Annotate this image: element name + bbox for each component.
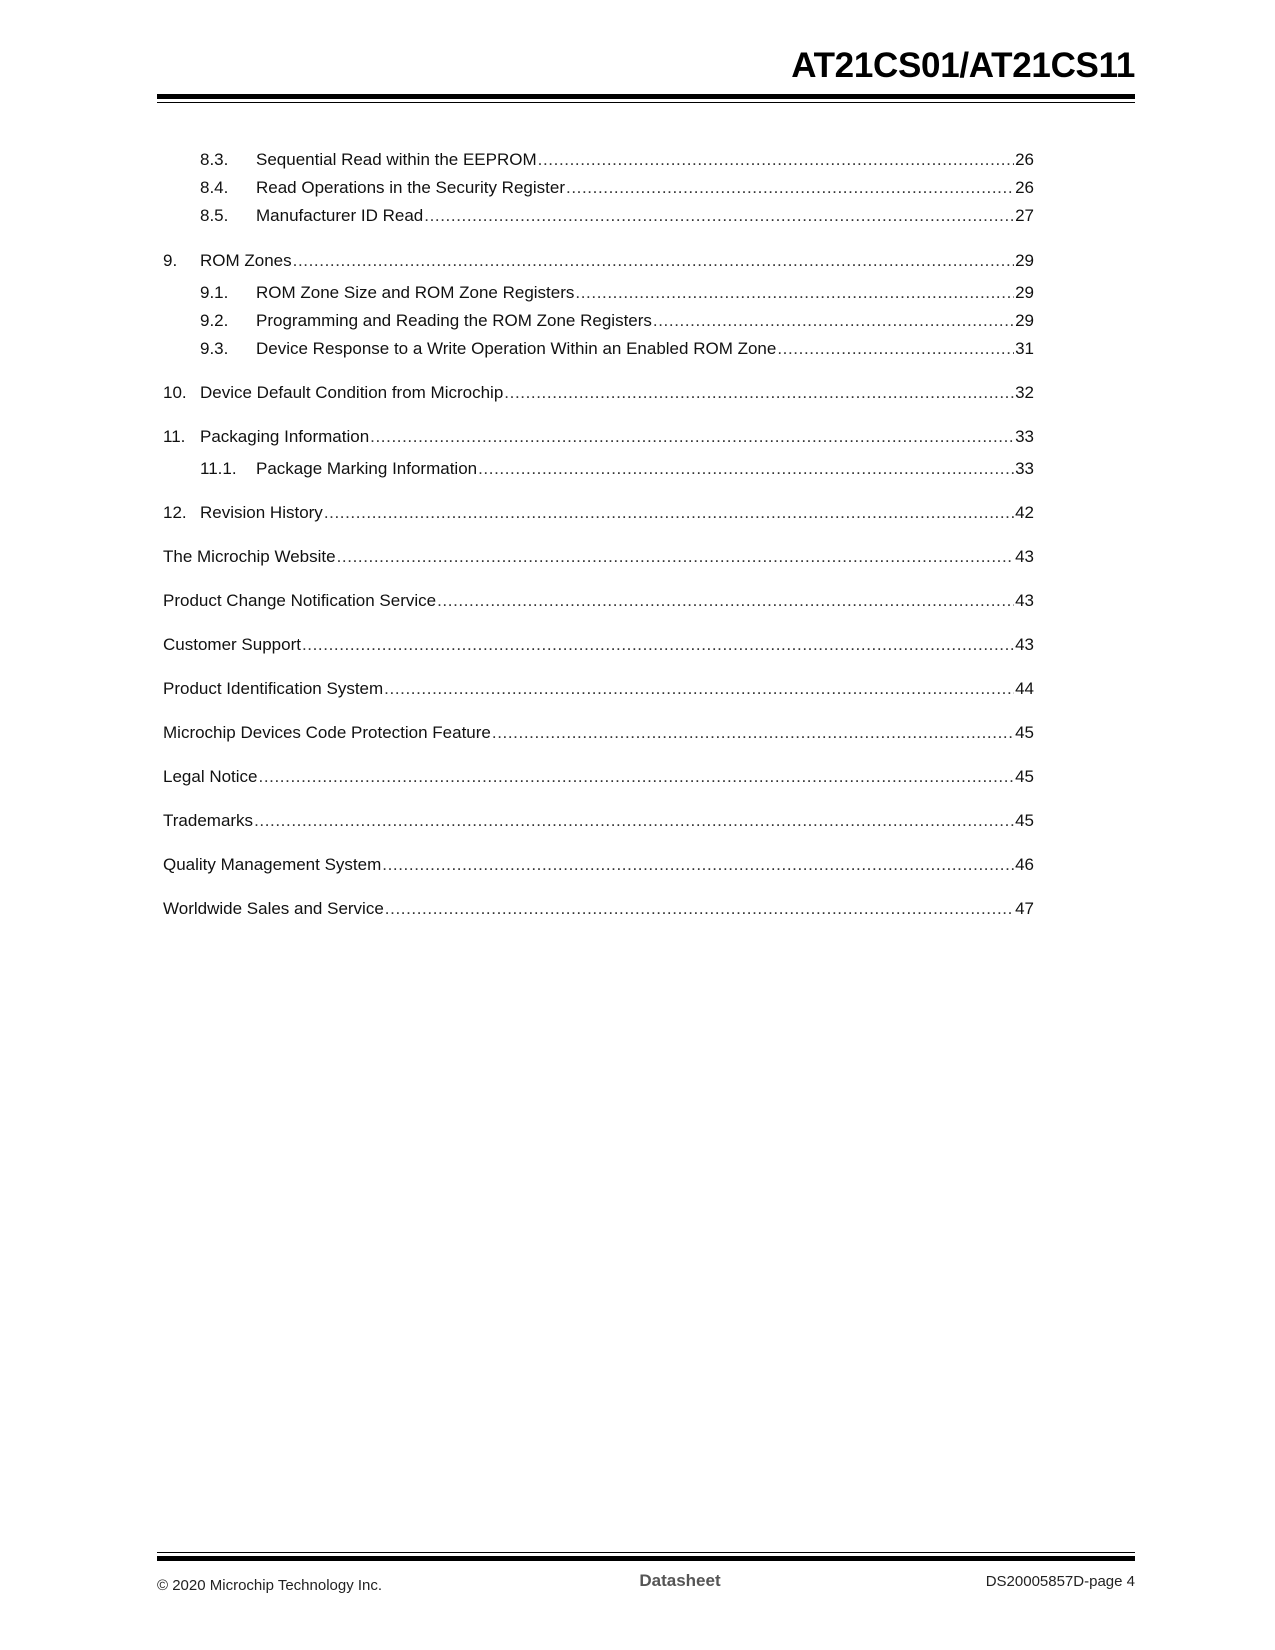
- toc-title: Programming and Reading the ROM Zone Registers: [256, 311, 652, 330]
- toc-page-number: 29: [1015, 311, 1034, 330]
- toc-title: ROM Zones: [200, 251, 292, 270]
- toc-title: Legal Notice: [163, 767, 258, 786]
- toc-leader: [575, 282, 1014, 304]
- toc-title: Device Default Condition from Microchip: [200, 383, 504, 402]
- toc-title: ROM Zone Size and ROM Zone Registers: [256, 283, 575, 302]
- toc-leader: [302, 634, 1014, 656]
- toc-title: The Microchip Website: [163, 547, 336, 566]
- toc-entry-9[interactable]: [163, 250, 1034, 272]
- toc-title: Package Marking Information: [256, 459, 478, 478]
- toc-number: 12.: [163, 503, 187, 522]
- toc-page-number: 43: [1015, 635, 1034, 654]
- toc-page-number: 26: [1015, 150, 1034, 169]
- toc-leader: [504, 382, 1014, 404]
- toc-leader: [437, 590, 1014, 612]
- toc-leader: [478, 458, 1014, 480]
- toc-title: Product Change Notification Service: [163, 591, 437, 610]
- toc-page-number: 33: [1015, 459, 1034, 478]
- toc-number: 8.4.: [200, 178, 229, 197]
- toc-entry-code-protection[interactable]: [163, 722, 1034, 744]
- toc-entry-product-change-notification[interactable]: [163, 590, 1034, 612]
- toc-title: Microchip Devices Code Protection Feature: [163, 723, 491, 742]
- toc-page-number: 32: [1015, 383, 1034, 402]
- toc-entry-10[interactable]: [163, 382, 1034, 404]
- toc-title: Customer Support: [163, 635, 301, 654]
- toc-page-number: 42: [1015, 503, 1034, 522]
- toc-page-number: 31: [1015, 339, 1034, 358]
- toc-leader: [424, 205, 1014, 227]
- toc-entry-11[interactable]: [163, 426, 1034, 448]
- toc-number: 9.1.: [200, 283, 229, 302]
- toc-page-number: 26: [1015, 178, 1034, 197]
- footer-page-id: DS20005857D-page 4: [985, 1573, 1135, 1590]
- toc-page-number: 29: [1015, 251, 1034, 270]
- toc-entry-8-3[interactable]: [200, 149, 1034, 171]
- footer-doc-type: Datasheet: [639, 1571, 721, 1590]
- toc-leader: [259, 766, 1015, 788]
- document-title: AT21CS01/AT21CS11: [791, 46, 1135, 85]
- toc-entry-12[interactable]: [163, 502, 1034, 524]
- toc-entry-11-1[interactable]: [200, 458, 1034, 480]
- toc-title: Trademarks: [163, 811, 254, 830]
- toc-entry-legal-notice[interactable]: [163, 766, 1034, 788]
- toc-entry-quality-management[interactable]: [163, 854, 1034, 876]
- footer-rule-thick: [157, 1556, 1135, 1561]
- toc-leader: [370, 426, 1014, 448]
- footer-rule-thin: [157, 1552, 1135, 1553]
- toc-leader: [492, 722, 1014, 744]
- toc-title: Revision History: [200, 503, 323, 522]
- toc-page-number: 47: [1015, 899, 1034, 918]
- toc-number: 8.3.: [200, 150, 229, 169]
- toc-entry-trademarks[interactable]: [163, 810, 1034, 832]
- toc-title: Product Identification System: [163, 679, 384, 698]
- toc-page-number: 29: [1015, 283, 1034, 302]
- toc-number: 10.: [163, 383, 187, 402]
- toc-number: 8.5.: [200, 206, 229, 225]
- toc-entry-8-5[interactable]: [200, 205, 1034, 227]
- toc-title: Sequential Read within the EEPROM: [256, 150, 537, 169]
- toc-page-number: 43: [1015, 547, 1034, 566]
- toc-leader: [653, 310, 1014, 332]
- toc-entry-worldwide-sales[interactable]: [163, 898, 1034, 920]
- toc-leader: [324, 502, 1014, 524]
- toc-page-number: 45: [1015, 723, 1034, 742]
- toc-number: 11.1.: [200, 459, 237, 478]
- toc-leader: [254, 810, 1014, 832]
- toc-number: 9.2.: [200, 311, 229, 330]
- toc-leader: [384, 678, 1014, 700]
- toc-title: Manufacturer ID Read: [256, 206, 424, 225]
- toc-entry-customer-support[interactable]: [163, 634, 1034, 656]
- toc-page-number: 33: [1015, 427, 1034, 446]
- toc-entry-9-2[interactable]: [200, 310, 1034, 332]
- toc-leader: [385, 898, 1014, 920]
- toc-page-number: 46: [1015, 855, 1034, 874]
- toc-number: 11.: [163, 427, 186, 446]
- toc-page-number: 45: [1015, 811, 1034, 830]
- toc-number: 9.: [163, 251, 178, 270]
- toc-leader: [382, 854, 1014, 876]
- toc-title: Read Operations in the Security Register: [256, 178, 565, 197]
- toc-title: Worldwide Sales and Service: [163, 899, 384, 918]
- toc-leader: [293, 250, 1014, 272]
- toc-leader: [566, 177, 1014, 199]
- toc-title: Quality Management System: [163, 855, 382, 874]
- toc-entry-microchip-website[interactable]: [163, 546, 1034, 568]
- toc-entry-product-identification[interactable]: [163, 678, 1034, 700]
- toc-leader: [777, 338, 1014, 360]
- toc-title: Packaging Information: [200, 427, 370, 446]
- toc-leader: [538, 149, 1014, 171]
- toc-page-number: 44: [1015, 679, 1034, 698]
- toc-entry-8-4[interactable]: [200, 177, 1034, 199]
- toc-title: Device Response to a Write Operation Within an Enabled ROM Zone: [256, 339, 777, 358]
- toc-number: 9.3.: [200, 339, 229, 358]
- toc-entry-9-1[interactable]: [200, 282, 1034, 304]
- toc-leader: [337, 546, 1014, 568]
- toc-entry-9-3[interactable]: [200, 338, 1034, 360]
- toc-page-number: 43: [1015, 591, 1034, 610]
- toc-page-number: 45: [1015, 767, 1034, 786]
- footer-copyright: © 2020 Microchip Technology Inc.: [157, 1577, 383, 1594]
- toc-page-number: 27: [1015, 206, 1034, 225]
